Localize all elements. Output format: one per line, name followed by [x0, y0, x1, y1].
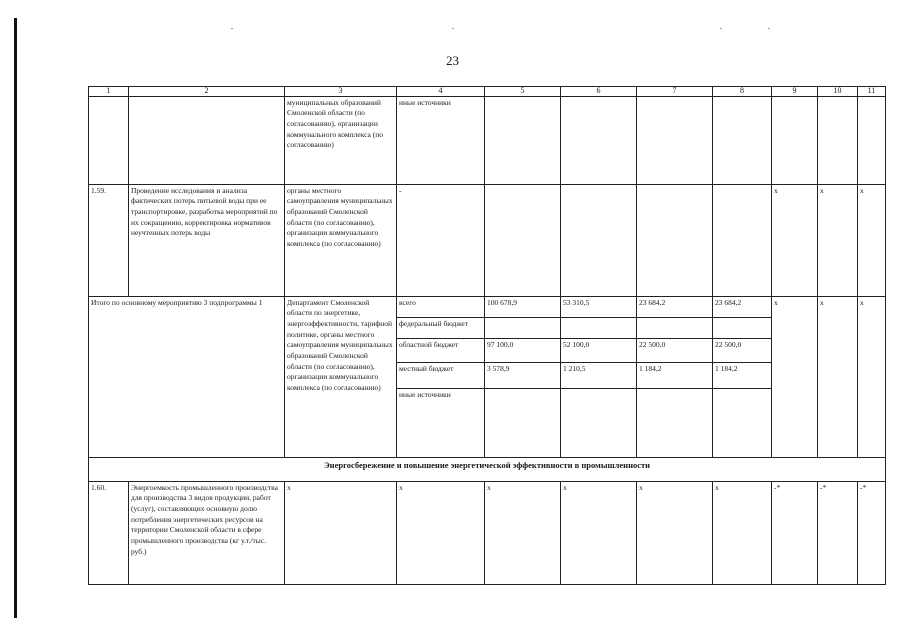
cell-name [129, 96, 285, 184]
table-row-1-60 [89, 481, 886, 584]
cell-c6 [561, 388, 637, 457]
col-header: 2 [129, 87, 285, 97]
col-header: 1 [89, 87, 129, 97]
cell-c5: 97 100,0 [485, 338, 561, 362]
cell-c6: 53 310,5 [561, 296, 637, 317]
cell-c11: x [858, 184, 886, 296]
program-table [88, 86, 886, 585]
scan-speck [231, 28, 233, 29]
cell-source: местный бюджет [397, 362, 485, 388]
cell-executor: органы местного самоуправления муниципальных образований Смоленской области (по согласованию), организации коммунального комплекса (по согласованию) [285, 184, 397, 296]
scan-speck [768, 28, 770, 29]
cell-name: Проведение исследования и анализа фактических потерь питьевой воды при ее транспортировке, разработка мероприятий по их сокращению, корректировка нормативов неучтенных потерь воды [129, 184, 285, 296]
cell-c8: 1 184,2 [713, 362, 772, 388]
cell-source: областной бюджет [397, 338, 485, 362]
total-row-all [89, 296, 886, 317]
total-c10: x [818, 296, 858, 457]
cell-c8: 22 500,0 [713, 338, 772, 362]
cell-c6: 1 210,5 [561, 362, 637, 388]
cell-source: федеральный бюджет [397, 317, 485, 338]
scan-edge-bar [14, 18, 17, 618]
cell-num: 1.59. [89, 184, 129, 296]
cell-c5: 3 578,9 [485, 362, 561, 388]
col-header: 6 [561, 87, 637, 97]
cell-c7: x [637, 481, 713, 584]
cell-num [89, 96, 129, 184]
cell-c8 [713, 388, 772, 457]
cell-c7 [637, 388, 713, 457]
scan-speck [452, 28, 454, 29]
cell-c6: 52 100,0 [561, 338, 637, 362]
cell-c8: 23 684,2 [713, 296, 772, 317]
cell-c5: 100 678,9 [485, 296, 561, 317]
total-c11: x [858, 296, 886, 457]
cell-executor: муниципальных образований Смоленской области (по согласованию), организации коммунального комплекса (по согласованию) [285, 96, 397, 184]
col-header: 9 [772, 87, 818, 97]
page-number: 23 [446, 53, 459, 68]
col-header: 7 [637, 87, 713, 97]
cell-name: Энергоемкость промышленного производства для производства 3 видов продукции, работ (услуг), составляющих основную долю потребления энергетических ресурсов на территории Смоленской области в сфере промышленного производства (кг у.т./тыс. руб.) [129, 481, 285, 584]
cell-c6 [561, 317, 637, 338]
col-header: 8 [713, 87, 772, 97]
col-header: 11 [858, 87, 886, 97]
cell-source: иные источники [397, 96, 485, 184]
cell-source: иные источники [397, 388, 485, 457]
cell-c5: x [485, 481, 561, 584]
cell-c8 [713, 317, 772, 338]
table-row-1-59 [89, 184, 886, 296]
cell-c7 [637, 317, 713, 338]
cell-c11: -* [858, 481, 886, 584]
cell-c9: -* [772, 481, 818, 584]
cell-c6: x [561, 481, 637, 584]
section-title: Энергосбережение и повышение энергетической эффективности в промышленности [89, 457, 886, 481]
cell-c5 [485, 388, 561, 457]
total-c9: x [772, 296, 818, 457]
col-header: 5 [485, 87, 561, 97]
section-row [89, 457, 886, 481]
table-row-continuation [89, 96, 886, 184]
cell-c7: 23 684,2 [637, 296, 713, 317]
col-header: 10 [818, 87, 858, 97]
cell-source: - [397, 184, 485, 296]
cell-c3: x [285, 481, 397, 584]
cell-c4: x [397, 481, 485, 584]
total-executor: Департамент Смоленской области по энергетике, энергоэффективности, тарифной политике, органы местного самоуправления муниципальных образований Смоленской области (по согласованию), организации коммунального комплекса (по согласованию) [285, 296, 397, 457]
col-header: 4 [397, 87, 485, 97]
cell-c10: -* [818, 481, 858, 584]
scan-speck [720, 28, 722, 29]
cell-c10: x [818, 184, 858, 296]
cell-source: всего [397, 296, 485, 317]
cell-c8: x [713, 481, 772, 584]
cell-num: 1.60. [89, 481, 129, 584]
cell-c7: 1 184,2 [637, 362, 713, 388]
cell-c7: 22 500,0 [637, 338, 713, 362]
cell-c5 [485, 317, 561, 338]
cell-c9: x [772, 184, 818, 296]
total-label: Итого по основному мероприятию 3 подпрограммы 1 [89, 296, 285, 457]
col-header: 3 [285, 87, 397, 97]
column-number-row [89, 87, 886, 97]
